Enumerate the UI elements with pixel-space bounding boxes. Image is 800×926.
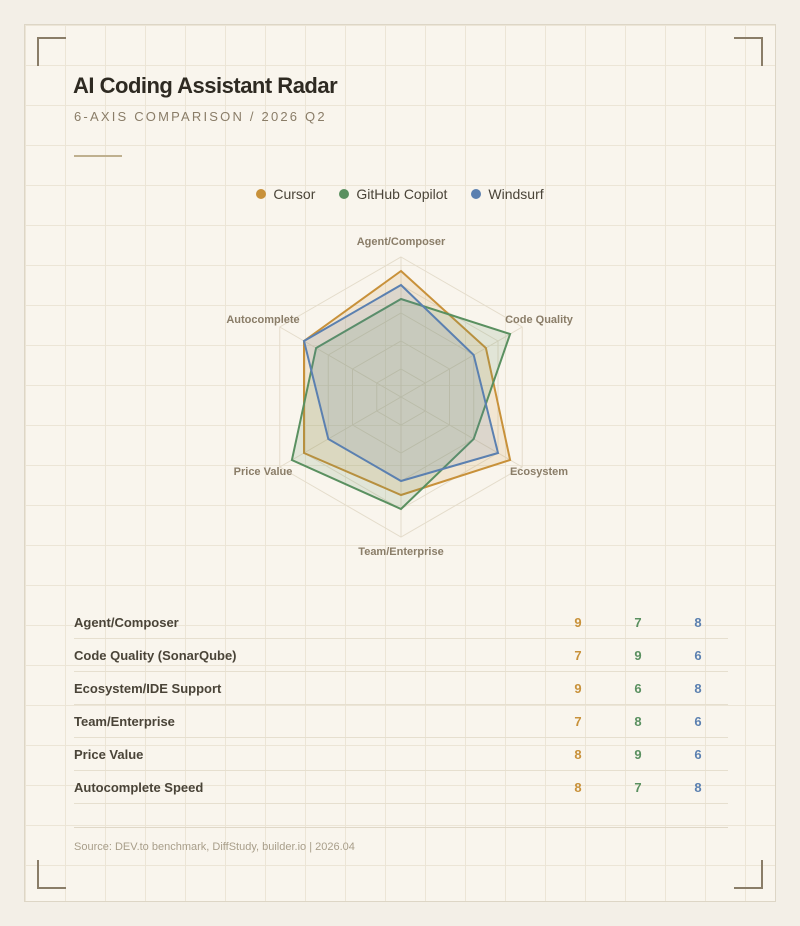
table-row: [74, 705, 728, 738]
chart-subtitle: 6-AXIS COMPARISON / 2026 Q2: [74, 109, 327, 124]
table-row: [74, 771, 728, 804]
row-label: Agent/Composer: [74, 614, 179, 630]
row-label: Price Value: [74, 746, 144, 762]
row-label: Autocomplete Speed: [74, 779, 204, 795]
legend-label: Windsurf: [488, 186, 544, 202]
cursor-score: 8: [574, 780, 582, 795]
row-label: Ecosystem/IDE Support: [74, 680, 222, 696]
axis-label: Autocomplete: [226, 314, 300, 326]
cursor-score: 9: [574, 681, 582, 696]
table-row: [74, 639, 728, 672]
windsurf-score: 6: [694, 747, 702, 762]
score-table: [74, 606, 728, 804]
legend-label: Cursor: [273, 186, 316, 202]
corner-mark-bottom-left: [37, 860, 66, 889]
table-row: [74, 738, 728, 771]
axis-label: Agent/Composer: [356, 236, 446, 248]
windsurf-score: 6: [694, 714, 702, 729]
corner-mark-bottom-right: [734, 860, 763, 889]
cursor-score: 8: [574, 747, 582, 762]
table-row: [74, 606, 728, 639]
windsurf-score: 8: [694, 780, 702, 795]
chart-card: [24, 24, 776, 902]
source-note: Source: DEV.to benchmark, DiffStudy, builder.io | 2026.04: [74, 841, 355, 853]
legend-label: GitHub Copilot: [356, 186, 448, 202]
cursor-score: 7: [574, 648, 582, 663]
axis-label: Price Value: [233, 466, 293, 478]
copilot-score: 7: [634, 615, 642, 630]
cursor-score: 7: [574, 714, 582, 729]
chart-title: AI Coding Assistant Radar: [73, 73, 338, 98]
windsurf-score: 8: [694, 615, 702, 630]
table-row: [74, 672, 728, 705]
copilot-score: 9: [634, 747, 642, 762]
radar-series: [292, 271, 510, 509]
copilot-score: 6: [634, 681, 642, 696]
copilot-score: 8: [634, 714, 642, 729]
axis-label: Code Quality: [505, 314, 573, 326]
radar-chart: [1, 1, 800, 601]
windsurf-score: 6: [694, 648, 702, 663]
copilot-score: 7: [634, 780, 642, 795]
row-label: Team/Enterprise: [74, 713, 175, 729]
footer-divider: [74, 827, 728, 828]
copilot-score: 9: [634, 648, 642, 663]
windsurf-score: 8: [694, 681, 702, 696]
axis-label: Ecosystem: [509, 466, 569, 478]
axis-label: Team/Enterprise: [358, 546, 444, 558]
cursor-score: 9: [574, 615, 582, 630]
row-label: Code Quality (SonarQube): [74, 647, 237, 663]
